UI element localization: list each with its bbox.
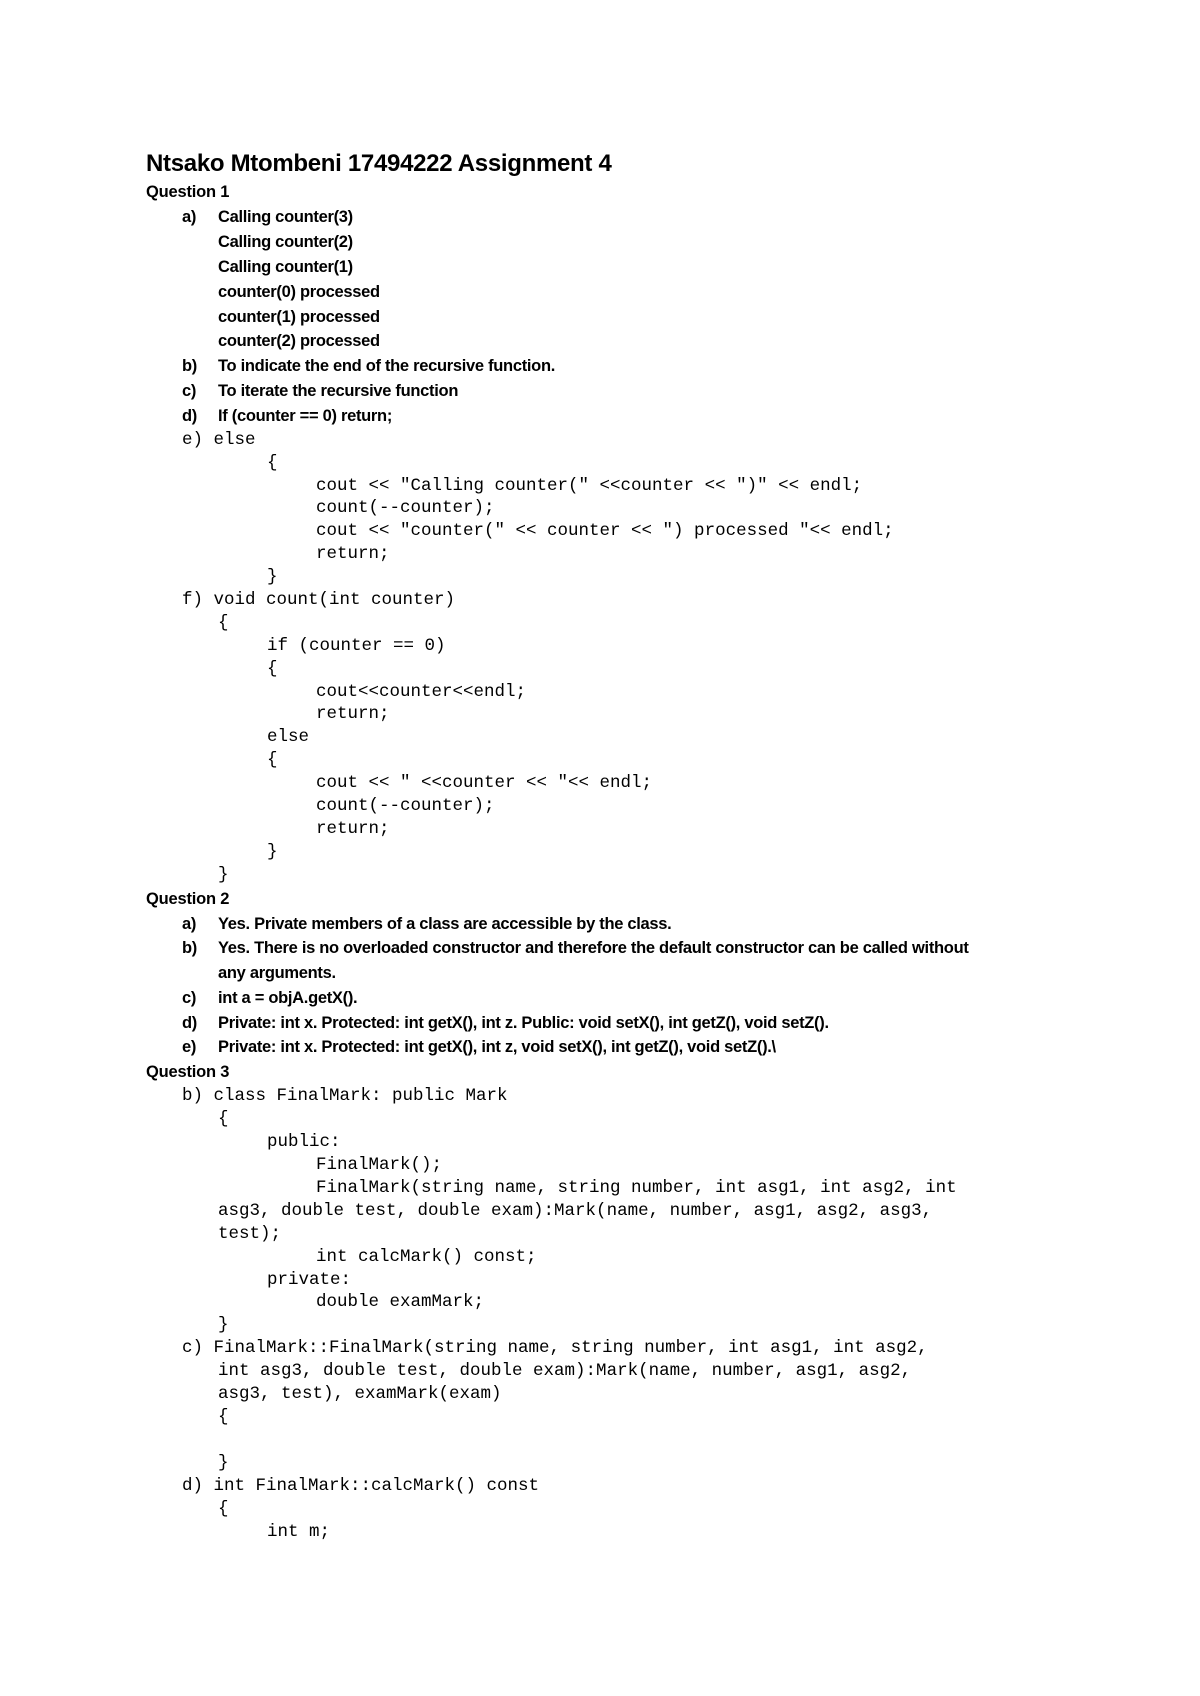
code-line: public:: [267, 1132, 341, 1152]
code-line: c) FinalMark::FinalMark(string name, string number, int asg1, int asg2,: [182, 1338, 928, 1358]
answer-text: e): [182, 1038, 197, 1056]
code-line: cout << "counter(" << counter << ") processed "<< endl;: [316, 521, 894, 541]
code-line: {: [267, 453, 278, 473]
answer-text: counter(2) processed: [218, 332, 380, 350]
answer-text: To iterate the recursive function: [218, 382, 459, 400]
code-line: test);: [218, 1224, 282, 1244]
answer-text: Yes. There is no overloaded constructor and therefore the default constructor can be called without: [218, 939, 969, 957]
answer-text: Yes. Private members of a class are accessible by the class.: [218, 915, 672, 933]
code-line: {: [218, 1109, 229, 1129]
answer-text: If (counter == 0) return;: [218, 407, 393, 425]
code-line: cout<<counter<<endl;: [316, 682, 527, 702]
code-line: int calcMark() const;: [316, 1247, 537, 1267]
answer-text: To indicate the end of the recursive function.: [218, 357, 556, 375]
code-line: else: [267, 727, 310, 747]
section-heading: Question 2: [146, 890, 230, 908]
document-title: Ntsako Mtombeni 17494222 Assignment 4: [146, 150, 612, 177]
code-line: return;: [316, 704, 390, 724]
answer-text: int a = objA.getX().: [218, 989, 358, 1007]
code-line: int asg3, double test, double exam):Mark(name, number, asg1, asg2,: [218, 1361, 912, 1381]
answer-text: Calling counter(1): [218, 258, 353, 276]
answer-text: any arguments.: [218, 964, 336, 982]
code-line: }: [267, 567, 278, 587]
code-line: e) else: [182, 430, 256, 450]
section-heading: Question 3: [146, 1063, 230, 1081]
section-heading: Question 1: [146, 183, 230, 201]
code-line: asg3, double test, double exam):Mark(name, number, asg1, asg2, asg3,: [218, 1201, 933, 1221]
code-line: cout << " <<counter << "<< endl;: [316, 773, 653, 793]
code-line: {: [218, 1499, 229, 1519]
code-line: {: [267, 659, 278, 679]
code-line: if (counter == 0): [267, 636, 446, 656]
answer-text: c): [182, 989, 197, 1007]
code-line: }: [218, 1453, 229, 1473]
code-line: int m;: [267, 1522, 331, 1542]
code-line: {: [267, 750, 278, 770]
code-line: cout << "Calling counter(" <<counter << ")" << endl;: [316, 476, 863, 496]
code-line: f) void count(int counter): [182, 590, 456, 610]
answer-text: Calling counter(3): [218, 208, 353, 226]
answer-text: a): [182, 208, 197, 226]
code-line: }: [218, 865, 229, 885]
answer-text: b): [182, 357, 197, 375]
code-line: asg3, test), examMark(exam): [218, 1384, 502, 1404]
answer-text: Private: int x. Protected: int getX(), int z, void setX(), int getZ(), void setZ().\: [218, 1038, 776, 1056]
code-line: b) class FinalMark: public Mark: [182, 1086, 508, 1106]
code-line: return;: [316, 819, 390, 839]
answer-text: c): [182, 382, 197, 400]
code-line: }: [267, 842, 278, 862]
code-line: FinalMark();: [316, 1155, 443, 1175]
answer-text: Private: int x. Protected: int getX(), int z. Public: void setX(), int getZ(), void setZ().: [218, 1014, 829, 1032]
code-line: count(--counter);: [316, 796, 495, 816]
code-line: return;: [316, 544, 390, 564]
code-line: d) int FinalMark::calcMark() const: [182, 1476, 540, 1496]
code-line: FinalMark(string name, string number, int asg1, int asg2, int: [316, 1178, 957, 1198]
code-line: {: [218, 1407, 229, 1427]
code-line: }: [218, 1315, 229, 1335]
code-line: private:: [267, 1270, 352, 1290]
answer-text: d): [182, 1014, 197, 1032]
code-line: count(--counter);: [316, 498, 495, 518]
answer-text: a): [182, 915, 197, 933]
code-line: {: [218, 613, 229, 633]
answer-text: d): [182, 407, 197, 425]
code-line: double examMark;: [316, 1292, 485, 1312]
answer-text: b): [182, 939, 197, 957]
answer-text: counter(1) processed: [218, 308, 380, 326]
answer-text: Calling counter(2): [218, 233, 353, 251]
answer-text: counter(0) processed: [218, 283, 380, 301]
